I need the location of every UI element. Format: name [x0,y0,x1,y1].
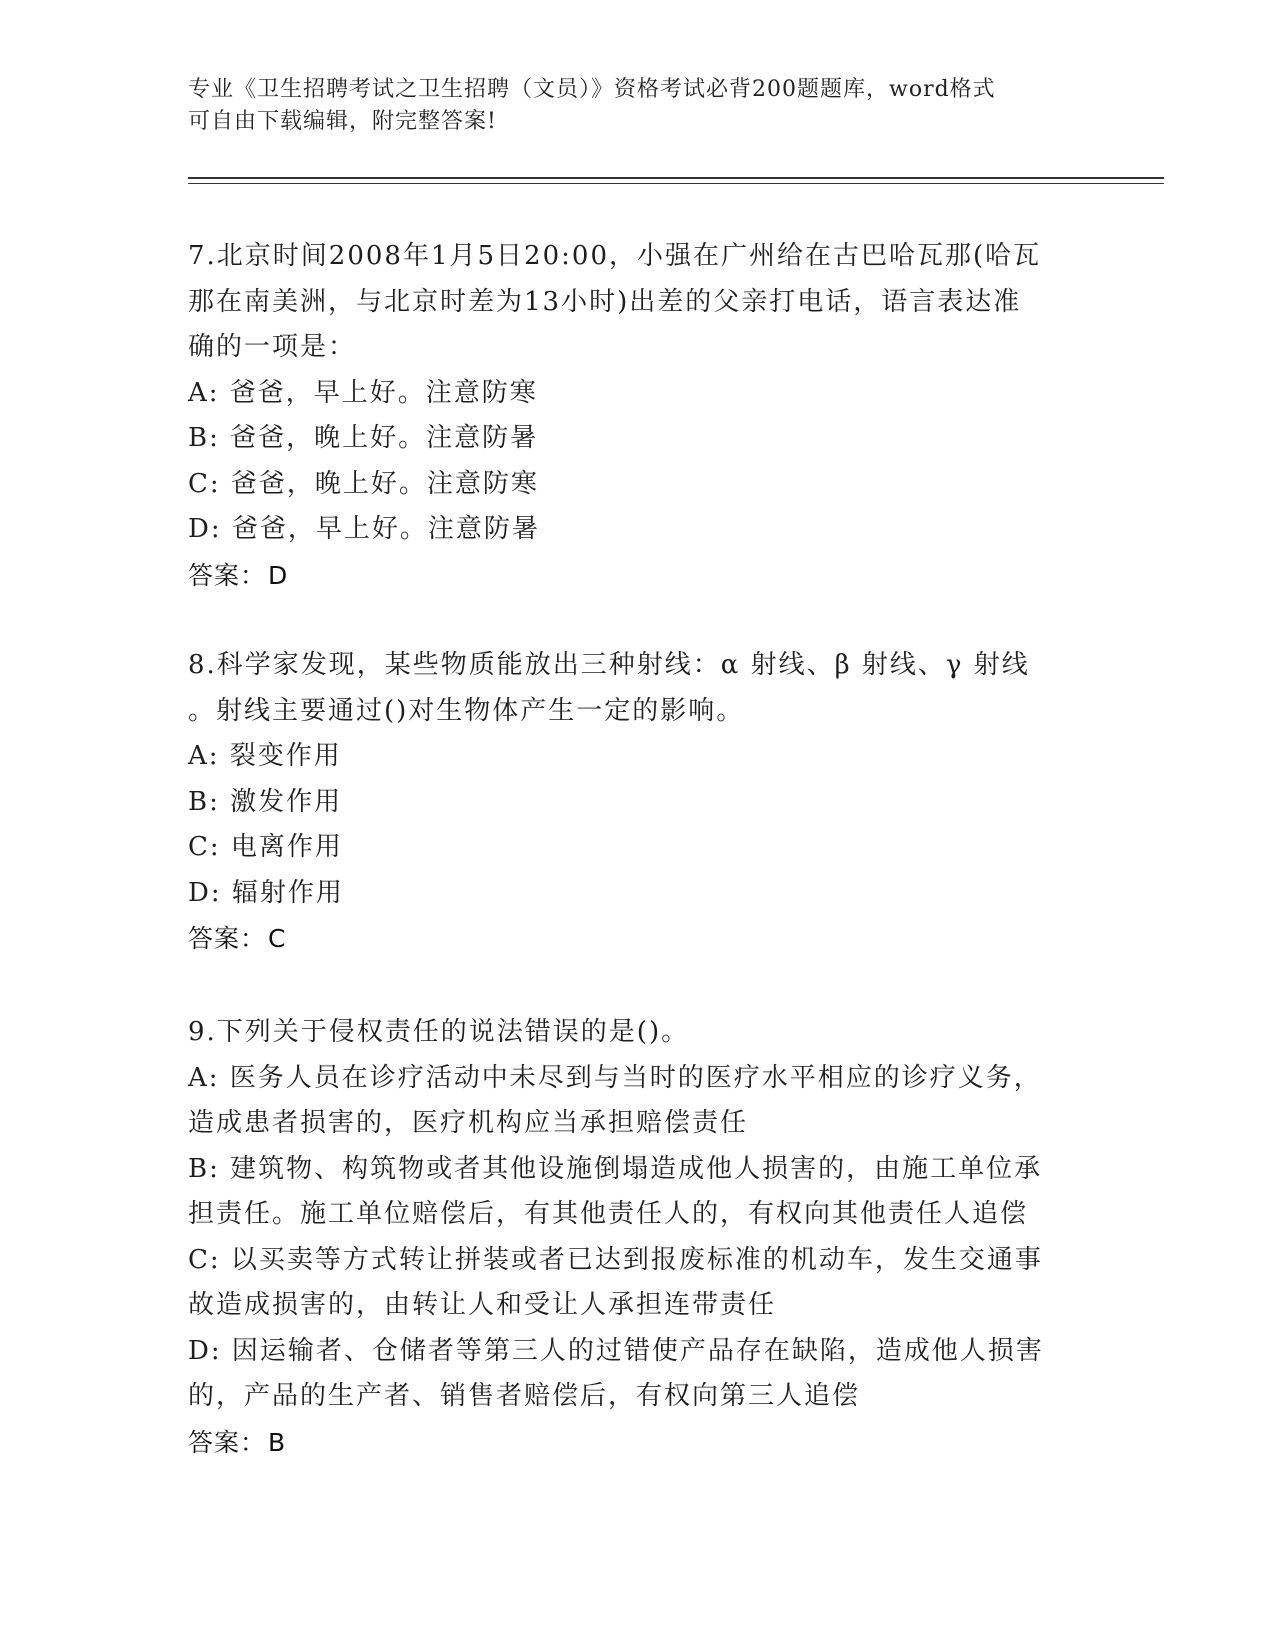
option-d: D: 辐射作用 [188,877,344,908]
answer-value: B [268,1427,287,1457]
header-line-2: 可自由下载编辑，附完整答案! [188,109,497,134]
answer-line [188,916,1088,962]
option-b: B: 激发作用 [188,786,343,817]
option-b-line-1: B: 建筑物、构筑物或者其他设施倒塌造成他人损害的，由施工单位承 [188,1153,1043,1184]
document-header [188,74,1088,138]
header-line-1: 专业《卫生招聘考试之卫生招聘（文员）》资格考试必背200题题库，word格式 [188,77,996,102]
header-divider-thin [188,183,1164,184]
option-c: C: 爸爸，晚上好。注意防寒 [188,468,539,499]
option-c-line-1: C: 以买卖等方式转让拼装或者已达到报废标准的机动车，发生交通事 [188,1244,1043,1275]
option-d-line-2: 的，产品的生产者、销售者赔偿后，有权向第三人追偿 [188,1381,861,1411]
answer-label: 答案： [188,924,267,953]
option-a-line-2: 造成患者损害的，医疗机构应当承担赔偿责任 [188,1108,749,1138]
answer-line [188,553,1088,599]
question-7 [188,234,1088,598]
question-stem-line: 8.科学家发现，某些物质能放出三种射线：α 射线、β 射线、γ 射线 [188,650,1030,680]
option-c-line-2: 故造成损害的，由转让人和受让人承担连带责任 [188,1290,777,1320]
question-9 [188,1010,1088,1465]
answer-line [188,1420,1088,1466]
answer-value: C [268,924,287,953]
option-c: C: 电离作用 [188,832,343,862]
header-divider-thick [188,177,1164,179]
option-a: A: 爸爸，早上好。注意防寒 [188,377,538,408]
question-stem-line: 7.北京时间2008年1月5日20:00，小强在广州给在古巴哈瓦那(哈瓦 [188,241,1042,271]
question-stem-line: 9.下列关于侵权责任的说法错误的是()。 [188,1017,690,1047]
answer-label: 答案： [188,1427,267,1457]
option-b: B: 爸爸，晚上好。注意防暑 [188,423,539,453]
option-a-line-1: A: 医务人员在诊疗活动中未尽到与当时的医疗水平相应的诊疗义务， [188,1062,1042,1093]
option-b-line-2: 担责任。施工单位赔偿后，有其他责任人的，有权向其他责任人追偿 [188,1199,1029,1229]
answer-value: D [268,560,289,590]
option-d-line-1: D: 因运输者、仓储者等第三人的过错使产品存在缺陷，造成他人损害 [188,1335,1044,1366]
option-a: A: 裂变作用 [188,741,342,771]
question-stem-line: 。射线主要通过()对生物体产生一定的影响。 [188,695,745,726]
question-8 [188,643,1088,962]
question-stem-line: 那在南美洲，与北京时差为13小时)出差的父亲打电话，语言表达准 [188,286,1022,317]
option-d: D: 爸爸，早上好。注意防暑 [188,514,540,544]
question-stem-line: 确的一项是： [188,332,357,362]
answer-label: 答案： [188,560,267,590]
